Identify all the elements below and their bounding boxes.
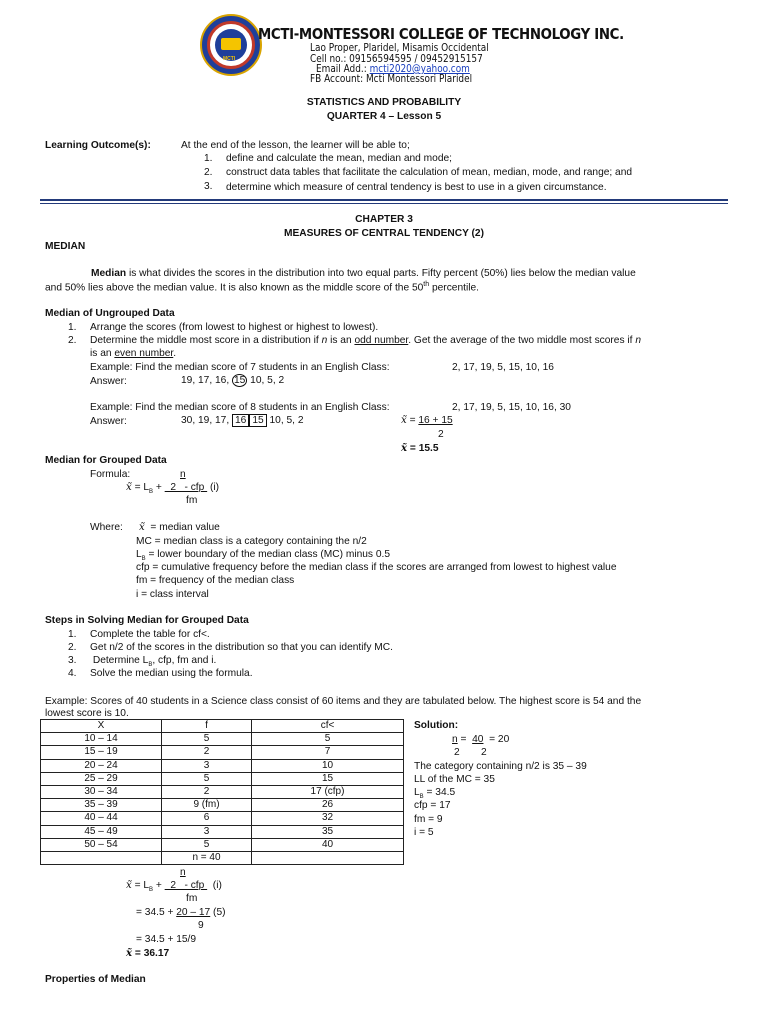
table-header-row xyxy=(41,720,404,733)
table-cell: 45 – 49 xyxy=(41,825,162,838)
step-item: Determine $L_B$, cfp, fm and i. xyxy=(90,655,217,669)
table-cell: 40 – 44 xyxy=(41,812,162,825)
calc-line3: = 34.5 + 15/9 xyxy=(136,934,197,945)
table-row xyxy=(41,825,404,838)
table-total-row xyxy=(41,851,404,864)
table-cell: 3 xyxy=(162,825,252,838)
def-i: i = class interval xyxy=(136,589,209,600)
table-cell: 10 – 14 xyxy=(41,733,162,746)
step-num: 1. xyxy=(68,629,77,640)
table-row xyxy=(41,759,404,772)
outcome-item: construct data tables that facilitate the calculation of mean, median, mode, and range; and xyxy=(226,167,633,178)
step-item: Get n/2 of the scores in the distribution so that you can identify MC. xyxy=(90,642,393,653)
ungrouped-step1: Arrange the scores (from lowest to highest or highest to lowest). xyxy=(90,322,379,333)
calc-n: n xyxy=(180,867,186,878)
seal-text: MCTI xyxy=(223,56,236,62)
example1-answer: 19, 17, 16, 15 10, 5, 2 xyxy=(181,375,285,386)
table-cell: 2 xyxy=(162,785,252,798)
table-cell: 35 xyxy=(252,825,404,838)
median-def-sup: th xyxy=(423,281,430,288)
divider-thin xyxy=(40,203,728,204)
median-box: 16 xyxy=(232,414,249,427)
calc-formula: x̃ = $L_B + 2$ - cfp (i) xyxy=(126,880,222,894)
answer-label: Answer: xyxy=(90,376,127,387)
median-def-text: is what divides the scores in the distribution into two equal parts. Fifty percent (50%) lies below the median value xyxy=(126,268,636,279)
example1-label: Example: Find the median score of 7 students in an English Class: xyxy=(90,362,390,373)
example2-result: x̃ = 15.5 xyxy=(401,442,439,454)
table-cell: 5 xyxy=(162,772,252,785)
table-cell: 7 xyxy=(252,746,404,759)
example2-answer: 30, 19, 17, 16 15 10, 5, 2 xyxy=(181,415,304,426)
solution-n2: n = 40 = 20 xyxy=(452,734,510,745)
table-cell: 2 xyxy=(162,746,252,759)
def-fm: fm = frequency of the median class xyxy=(136,575,295,586)
table-cell: 6 xyxy=(162,812,252,825)
formula-n: n xyxy=(180,469,186,480)
solution-cfp: cfp = 17 xyxy=(414,800,451,811)
solution-fm: fm = 9 xyxy=(414,814,443,825)
solution-den: 2 xyxy=(481,747,487,758)
table-cell: 26 xyxy=(252,799,404,812)
table-cell: 5 xyxy=(252,733,404,746)
example-line1: Example: Scores of 40 students in a Science class consist of 60 items and they are tabulated below. The highest score is 54 and the xyxy=(45,696,642,707)
table-cell: 17 (cfp) xyxy=(252,785,404,798)
step-item: Complete the table for cf<. xyxy=(90,629,210,640)
table-cell: 35 – 39 xyxy=(41,799,162,812)
table-row xyxy=(41,746,404,759)
calc-nine: 9 xyxy=(198,920,204,931)
table-cell: 50 – 54 xyxy=(41,838,162,851)
outcome-num: 3. xyxy=(204,181,213,192)
def-mc: MC = median class is a category containing the n/2 xyxy=(136,536,367,547)
frequency-table xyxy=(40,719,404,865)
answer-label: Answer: xyxy=(90,416,127,427)
example2-data: 2, 17, 19, 5, 15, 10, 16, 30 xyxy=(452,402,571,413)
table-cell: 3 xyxy=(162,759,252,772)
table-row xyxy=(41,812,404,825)
ungrouped-step2: Determine the middle most score in a distribution if n is an odd number. Get the average of the two middle most scores if n xyxy=(90,335,641,346)
table-cell: 30 – 34 xyxy=(41,785,162,798)
col-header: f xyxy=(162,720,252,733)
chapter-number: CHAPTER 3 xyxy=(355,214,413,225)
table-row xyxy=(41,733,404,746)
solution-den: 2 xyxy=(454,747,460,758)
table-cell: 15 xyxy=(252,772,404,785)
college-fb: FB Account: Mcti Montessori Plaridel xyxy=(310,73,473,85)
median-def-text2: and 50% lies above the median value. It is also known as the middle score of the 50 xyxy=(45,282,424,294)
table-row xyxy=(41,772,404,785)
table-cell: 15 – 19 xyxy=(41,746,162,759)
outcomes-intro: At the end of the lesson, the learner will be able to; xyxy=(181,140,410,151)
where-x: x̃ = median value xyxy=(139,522,220,533)
table-cell xyxy=(41,851,162,864)
chapter-title: MEASURES OF CENTRAL TENDENCY (2) xyxy=(284,228,484,239)
quarter-title: QUARTER 4 – Lesson 5 xyxy=(326,111,442,122)
solution-lb: $L_B = 34.5$ xyxy=(414,787,456,801)
formula-denominator: fm xyxy=(186,495,198,506)
outcome-num: 1. xyxy=(204,153,213,164)
outcomes-label: Learning Outcome(s): xyxy=(45,140,151,151)
solution-category: The category containing n/2 is 35 – 39 xyxy=(414,761,587,772)
table-cell xyxy=(252,851,404,864)
email-label: Email Add.: xyxy=(316,63,370,75)
ungrouped-heading: Median of Ungrouped Data xyxy=(45,308,175,319)
median-circle: 15 xyxy=(233,375,246,386)
median-term: Median xyxy=(91,268,127,279)
ungrouped-step2-cont: is an even number. xyxy=(90,348,177,359)
example1-data: 2, 17, 19, 5, 15, 10, 16 xyxy=(452,362,554,373)
table-cell: 5 xyxy=(162,733,252,746)
table-cell: 40 xyxy=(252,838,404,851)
table-cell: n = 40 xyxy=(162,851,252,864)
grouped-heading: Median for Grouped Data xyxy=(45,455,167,466)
outcome-item: define and calculate the mean, median and mode; xyxy=(226,153,452,164)
table-cell: 10 xyxy=(252,759,404,772)
solution-i: i = 5 xyxy=(414,827,434,838)
def-lb: $L_B$ = lower boundary of the median class (MC) minus 0.5 xyxy=(136,549,391,563)
properties-heading: Properties of Median xyxy=(45,974,146,985)
median-definition-line1 xyxy=(91,268,636,281)
calc-result: x̃ = 36.17 xyxy=(126,947,170,959)
median-definition-line2 xyxy=(45,281,479,295)
step-num: 1. xyxy=(68,322,77,333)
school-seal-logo xyxy=(200,14,262,76)
table-cell: 9 (fm) xyxy=(162,799,252,812)
step-num: 2. xyxy=(68,335,77,346)
steps-heading: Steps in Solving Median for Grouped Data xyxy=(45,615,249,626)
median-heading: MEDIAN xyxy=(45,241,86,252)
formula-label: Formula: xyxy=(90,469,131,480)
solution-ll: LL of the MC = 35 xyxy=(414,774,495,785)
table-row xyxy=(41,799,404,812)
median-formula: x̃ = $L_B + 2$ - cfp (i) xyxy=(126,482,220,496)
subject-title: STATISTICS AND PROBABILITY xyxy=(306,97,462,108)
col-header: cf< xyxy=(252,720,404,733)
step-num: 2. xyxy=(68,642,77,653)
outcome-item: determine which measure of central tendency is best to use in a given circumstance. xyxy=(226,182,607,193)
example2-denominator: 2 xyxy=(438,429,444,440)
calc-den: fm xyxy=(186,893,198,904)
table-cell: 25 – 29 xyxy=(41,772,162,785)
table-cell: 32 xyxy=(252,812,404,825)
median-box: 15 xyxy=(249,414,266,427)
table-cell: 5 xyxy=(162,838,252,851)
step-item: Solve the median using the formula. xyxy=(90,668,253,679)
where-label: Where: xyxy=(90,522,123,533)
table-row xyxy=(41,838,404,851)
email-link[interactable]: mcti2020@yahoo.com xyxy=(369,63,470,75)
example-line2: lowest score is 10. xyxy=(45,708,129,719)
example2-label: Example: Find the median score of 8 students in an English Class: xyxy=(90,402,390,413)
col-header: X xyxy=(41,720,162,733)
table-row xyxy=(41,785,404,798)
college-cell: Cell no.: 09156594595 / 09452915157 xyxy=(310,53,483,65)
calc-line2: = 34.5 + 20 – 17 (5) xyxy=(136,907,226,918)
outcome-num: 2. xyxy=(204,167,213,178)
step-num: 4. xyxy=(68,668,77,679)
def-cfp: cfp = cumulative frequency before the median class if the scores are arranged from lowest to highest value xyxy=(136,562,617,573)
step-num: 3. xyxy=(68,655,77,666)
divider-thick xyxy=(40,199,728,201)
college-name: MCTI-MONTESSORI COLLEGE OF TECHNOLOGY INC. xyxy=(258,25,624,43)
median-def-end: percentile. xyxy=(429,282,479,294)
solution-heading: Solution: xyxy=(414,720,459,731)
college-address: Lao Proper, Plaridel, Misamis Occidental xyxy=(310,42,489,54)
example2-formula: x̃ = 16 + 15 xyxy=(401,415,453,426)
table-cell: 20 – 24 xyxy=(41,759,162,772)
